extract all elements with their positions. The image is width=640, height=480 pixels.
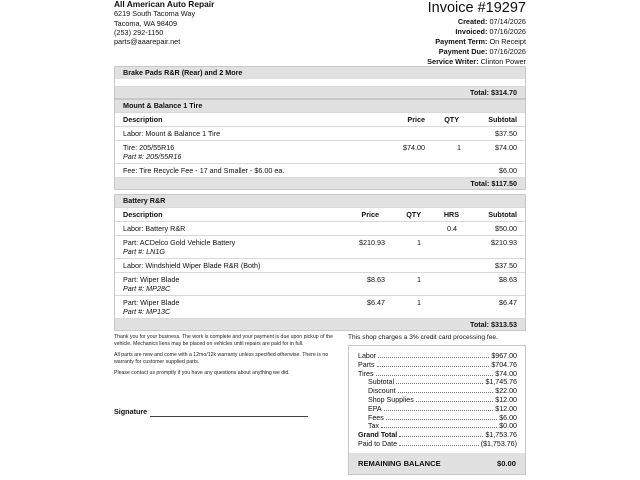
line-item: Labor: Windshield Wiper Blade R&R (Both) $37.50 <box>115 258 525 272</box>
terms-paragraph: Thank you for your business. The work is complete and your payment is due upon pickup of the vehicle. Mechanics liens may be placed on vehicles until repairs are paid for in full. <box>114 334 334 347</box>
leader-dots <box>398 387 494 393</box>
summary-line-amount: $1,753.76 <box>485 431 517 440</box>
summary-line <box>358 378 517 387</box>
summary-line-amount: $967.00 <box>491 352 517 360</box>
summary-line-amount: ($1,753.76) <box>480 439 517 448</box>
payment-summary <box>348 345 526 475</box>
shop-email: parts@aaarepair.net <box>114 37 181 47</box>
leader-dots <box>416 396 494 402</box>
summary-line <box>358 370 517 379</box>
job-title: Battery R&R <box>115 195 525 207</box>
leader-dots <box>378 352 489 358</box>
job-brake-pads <box>114 66 526 99</box>
summary-line-amount: $1,745.76 <box>485 378 517 387</box>
summary-line-amount: $12.00 <box>495 404 517 413</box>
summary-line-label: Tax <box>368 422 380 431</box>
summary-line-amount: $704.76 <box>491 360 517 369</box>
job-total: Total: $314.70 <box>115 86 525 98</box>
payment-term-line: Payment Term: On Receipt <box>435 36 526 46</box>
column-headers: Description Price QTY HRS Subtotal <box>115 207 525 221</box>
invoiced-line: Invoiced: 07/16/2026 <box>455 26 526 36</box>
job-battery <box>114 194 526 331</box>
summary-line-amount: $0.00 <box>499 422 517 431</box>
shop-phone: (253) 292-1150 <box>114 27 164 37</box>
part-number: Part #: 205/55R16 <box>123 152 182 161</box>
summary-line-label: Discount <box>368 387 396 396</box>
summary-line-label: Paid to Date <box>358 439 398 448</box>
job-title: Mount & Balance 1 Tire <box>115 100 525 112</box>
summary-line <box>358 414 517 423</box>
summary-line <box>358 440 517 449</box>
leader-dots <box>396 378 483 384</box>
line-item: Labor: Battery R&R 0.4 $50.00 <box>115 221 525 235</box>
summary-line <box>358 405 517 414</box>
terms-text <box>114 334 336 382</box>
job-total: Total: $117.50 <box>115 177 525 189</box>
summary-line-label: Grand Total <box>358 431 398 440</box>
summary-line-amount: $22.00 <box>495 387 517 396</box>
credit-card-note: This shop charges a 3% credit card processing fee. <box>348 334 498 341</box>
summary-line-label: EPA <box>368 404 382 413</box>
summary-line <box>358 422 517 431</box>
shop-name: All American Auto Repair <box>114 0 215 9</box>
shop-address-line-1: 6219 South Tacoma Way <box>114 9 196 19</box>
service-writer-line: Service Writer: Clinton Power <box>427 56 526 66</box>
summary-line-label: Shop Supplies <box>368 395 414 404</box>
leader-dots <box>399 431 483 437</box>
terms-paragraph: Please contact us promptly if you have any questions about anything we did. <box>114 370 290 377</box>
shop-address-line-2: Tacoma, WA 98409 <box>114 18 178 28</box>
remaining-balance-label: REMAINING BALANCE <box>358 459 441 468</box>
summary-line-amount: $12.00 <box>495 395 517 404</box>
invoice-page <box>114 0 526 480</box>
terms-paragraph: All parts are new and come with a 12mo/12k warranty unless specified otherwise. There is no warranty for customer supplied parts. <box>114 352 329 365</box>
summary-line-label: Fees <box>368 413 384 422</box>
line-item: Part: Wiper Blade Part #: MP28C $8.63 1 $8.63 <box>115 272 525 295</box>
summary-line-label: Labor <box>358 352 377 360</box>
signature-line[interactable] <box>150 416 308 417</box>
summary-line-label: Parts <box>358 360 375 369</box>
summary-line-amount: $6.00 <box>499 413 517 422</box>
created-line: Created: 07/14/2026 <box>457 17 526 26</box>
part-number: Part #: MP28C <box>123 284 171 293</box>
line-item: Tire: 205/55R16 Part #: 205/55R16 $74.00 1 $74.00 <box>115 140 525 163</box>
summary-line-label: Subtotal <box>368 378 395 387</box>
line-item: Labor: Mount & Balance 1 Tire $37.50 <box>115 126 525 140</box>
job-title: Brake Pads R&R (Rear) and 2 More <box>115 67 525 79</box>
line-item: Fee: Tire Recycle Fee - 17 and Smaller - $6.00 ea. $6.00 <box>115 163 525 177</box>
shop-info <box>114 0 214 46</box>
leader-dots <box>384 405 494 411</box>
line-item: Part: ACDelco Gold Vehicle Battery Part #: LN1G $210.93 1 $210.93 <box>115 235 525 258</box>
leader-dots <box>399 440 479 446</box>
invoice-meta <box>427 0 526 67</box>
part-number: Part #: LN1G <box>123 247 165 256</box>
remaining-balance-amount: $0.00 <box>496 459 516 468</box>
summary-line <box>358 396 517 405</box>
leader-dots <box>377 361 490 367</box>
summary-line-label: Tires <box>358 369 374 378</box>
summary-line <box>358 387 517 396</box>
summary-line <box>358 361 517 370</box>
leader-dots <box>386 414 497 420</box>
leader-dots <box>381 422 497 428</box>
job-mount-balance <box>114 99 526 190</box>
summary-line-amount: $74.00 <box>495 369 517 378</box>
remaining-balance <box>349 453 525 474</box>
signature-label: Signature <box>114 407 148 416</box>
leader-dots <box>376 370 494 376</box>
payment-due-line: Payment Due: 07/16/2026 <box>438 46 526 56</box>
invoice-title: Invoice #19297 <box>427 0 526 16</box>
summary-lines <box>349 346 525 449</box>
part-number: Part #: MP13C <box>123 307 171 316</box>
column-headers: Description Price QTY Subtotal <box>115 112 525 126</box>
summary-line <box>358 352 517 361</box>
line-item: Part: Wiper Blade Part #: MP13C $6.47 1 $6.47 <box>115 295 525 318</box>
summary-line <box>358 431 517 440</box>
job-total: Total: $313.53 <box>115 318 525 330</box>
